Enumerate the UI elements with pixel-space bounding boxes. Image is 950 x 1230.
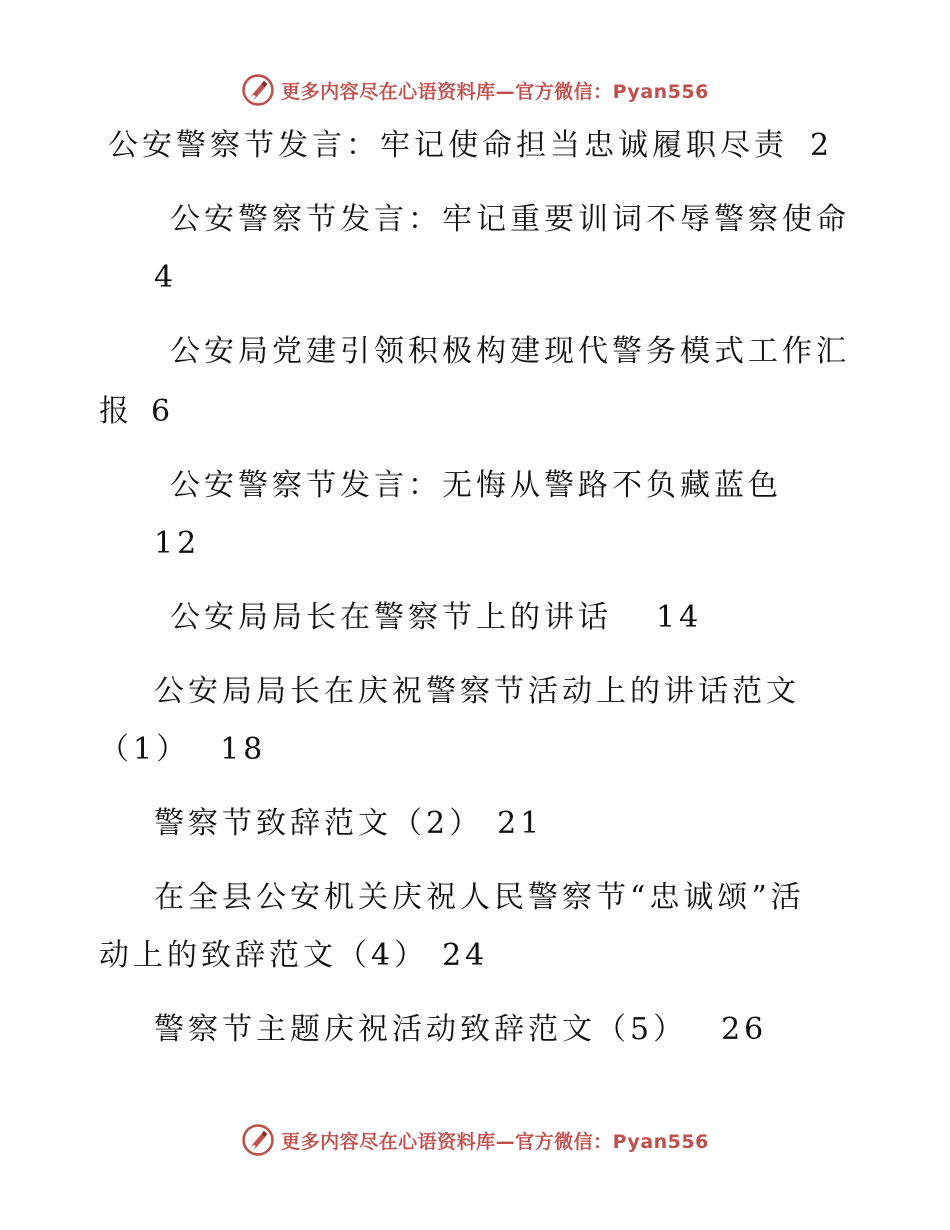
toc-entry-page: 4 <box>154 260 178 295</box>
toc-entry-2-line1 <box>170 200 850 240</box>
toc-entry-page: 18 <box>220 732 267 767</box>
toc-entry-7 <box>154 804 543 844</box>
toc-entry-5 <box>170 598 702 638</box>
toc-entry-title: 警察节主题庆祝活动致辞范文（5） <box>154 1012 688 1047</box>
toc-entry-3-line1 <box>170 332 850 372</box>
toc-entry-title: 公安局局长在庆祝警察节活动上的讲话范文 <box>154 674 800 709</box>
toc-entry-3-line2 <box>99 392 174 432</box>
toc-entry-title-cont: （1） <box>99 732 191 767</box>
toc-entry-title: 公安警察节发言：无悔从警路不负藏蓝色 <box>170 468 782 503</box>
toc-entry-page: 14 <box>656 600 703 635</box>
toc-entry-1 <box>108 126 833 166</box>
toc-entry-8-line1 <box>154 878 805 918</box>
toc-entry-title: 公安局局长在警察节上的讲话 <box>170 600 612 635</box>
toc-entry-title: 警察节致辞范文（2） <box>154 806 484 841</box>
toc-entry-2-line2 <box>154 258 177 298</box>
toc-entry-page: 26 <box>721 1012 768 1047</box>
toc-entry-6-line2 <box>99 730 266 770</box>
toc-entry-8-line2 <box>99 936 488 976</box>
pen-nib-seal-icon <box>241 1123 275 1157</box>
toc-entry-page: 6 <box>151 394 175 429</box>
toc-entry-4-line1 <box>170 466 782 506</box>
toc-entry-title: 公安警察节发言：牢记使命担当忠诚履职尽责 <box>108 128 788 163</box>
toc-entry-title: 公安警察节发言：牢记重要训词不辱警察使命 <box>170 202 850 237</box>
toc-entry-4-line2 <box>154 524 200 564</box>
toc-entry-page: 21 <box>497 806 544 841</box>
toc-entry-title: 公安局党建引领积极构建现代警务模式工作汇 <box>170 334 850 369</box>
footer-banner <box>0 1120 950 1160</box>
toc-entry-title: 在全县公安机关庆祝人民警察节“忠诚颂”活 <box>154 880 805 915</box>
toc-entry-page: 2 <box>810 128 834 163</box>
toc-entry-page: 24 <box>442 938 489 973</box>
header-banner-text: 更多内容尽在心语资料库—官方微信：Pyan556 <box>281 80 709 103</box>
toc-entry-title-cont: 报 <box>99 394 133 429</box>
toc-entry-6-line1 <box>154 672 800 712</box>
toc-entry-title-cont: 动上的致辞范文（4） <box>99 938 429 973</box>
toc-entry-page: 12 <box>154 526 201 561</box>
toc-entry-9 <box>154 1010 767 1050</box>
footer-banner-text: 更多内容尽在心语资料库—官方微信：Pyan556 <box>281 1130 709 1153</box>
